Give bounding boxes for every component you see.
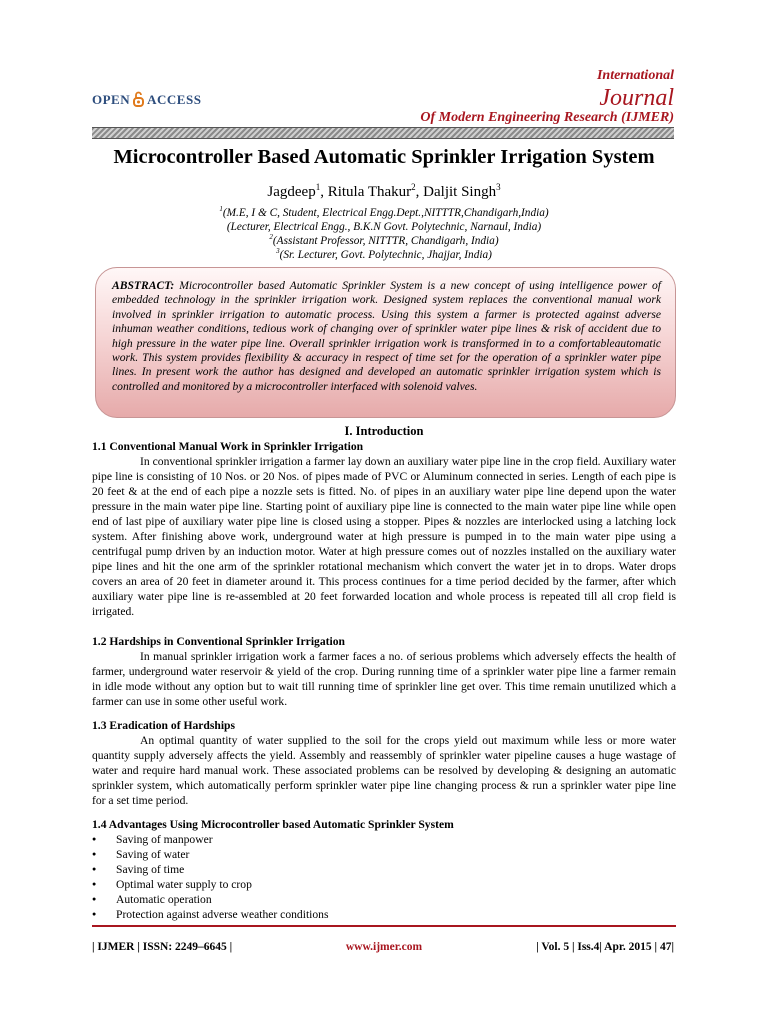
affiliation-line [0,205,768,219]
affiliation-line [0,247,768,261]
affiliation-line [0,233,768,247]
list-item: ● Automatic operation [92,892,676,907]
abstract-label: ABSTRACT: [112,279,175,292]
subsection-1-2 [92,634,676,709]
affiliation-line [0,219,768,233]
author-sup: 2 [411,182,416,192]
abstract-box [95,267,676,418]
affiliation-text: (Sr. Lecturer, Govt. Polytechnic, Jhajjar, India) [279,248,492,261]
logo-access-text: ACCESS [147,92,202,107]
paper-title: Microcontroller Based Automatic Sprinkler Irrigation System [113,146,655,168]
list-item: ● Saving of time [92,862,676,877]
subsection-1-3 [92,718,676,808]
journal-word: Journal [599,85,674,111]
affiliation-sup: 3 [276,247,280,255]
open-access-logo [92,91,201,111]
paragraph: An optimal quantity of water supplied to the soil for the crops yield out maximum while less or more water quantity supply adversely affects the yield. Assembly and reassembly of sprinkler water pipeline causes a huge wastage of water and require hard manual work. These associated problems can be resolved by developing & designing an automatic sprinkler system, which automatically perform sprinkler water pipe line changing process & run a sprinkler water pipe line for a set time period. [92,734,676,807]
open-lock-icon [133,91,144,111]
footer-divider [92,925,676,927]
abstract-text: Microcontroller based Automatic Sprinkler System is a new concept of using intelligence power of embedded technology in the sprinkler irrigation work. Designed system replaces the conventional manual work involved in sprinkler irrigation to automatic process. Using this system a farmer is protected against adverse inhuman weather conditions, tedious work of changing over of sprinkler water pipe lines & risk of accident due to high pressure in the water pipe line. Overall sprinkler irrigation work is transformed in to a comfortableautomatic work. This system provides flexibility & accuracy in respect of time set for the operation of a sprinkler water pipe lines. In present work the author has designed and developed an automatic sprinkler irrigation system which is controlled and monitored by a microcontroller interfaced with solenoid valves. [112,279,661,393]
subsection-title: 1.4 Advantages Using Microcontroller based Automatic Sprinkler System [92,818,454,831]
paragraph: In manual sprinkler irrigation work a farmer faces a no. of serious problems which adversely effects the health of farmer, underground water reservoir & yield of the crop. During running time of a sprinkler water pipe line a farmer remain in idle mode without any option but to wait till running time of sprinkler line get over. This time remain unutilized which a farmer can use in some other useful work. [92,650,676,708]
subsection-title: 1.3 Eradication of Hardships [92,719,236,732]
footer-volume-page: | Vol. 5 | Iss.4| Apr. 2015 | 47| [536,941,674,953]
author-list: Jagdeep$^1$, Ritula Thakur$^2$, Daljit Singh$^3$ [267,182,501,200]
subsection-title: 1.1 Conventional Manual Work in Sprinkler Irrigation [92,440,364,453]
header-divider [92,127,674,139]
paragraph: In conventional sprinkler irrigation a farmer lay down an auxiliary water pipe line in the crop field. Auxiliary water pipe line is consisting of 10 Nos. or 20 Nos. of pipes made of PVC or Aluminum connected in series. Length of each pipe is 20 feet & at the end of each pipe a nozzle sets is fitted. No. of pipes in an auxiliary water pipe line depend upon the water pressure in the main water pipe line. Starting point of auxiliary pipe line is connected to the main water pipe line while open end of last pipe of auxiliary water pipe line is closed using a stopper. Pipes & nozzles are interlocked using a latching lock system. After finishing above work, underground water at high pressure is pumped in to the main water pipe using a centrifugal pump driven by an induction motor. Water at high pressure comes out of nozzles installed on the auxiliary water pipe lines and hit the one arm of the sprinkler rotational mechanism which convert the water jet in to drops. Water drops covers an area of 20 feet in diameter around it. This process continues for a time period decided by the farmer, after which auxiliary water pipe line is re-assembled at 20 feet forwarded location and whole process is repeated till all crop field is irrigated. [92,455,676,618]
affiliation-text: (Assistant Professor, NITTTR, Chandigarh, India) [272,234,499,247]
subsection-title: 1.2 Hardships in Conventional Sprinkler Irrigation [92,635,345,648]
list-item: ● Optimal water supply to crop [92,877,676,892]
affiliation-text: (Lecturer, Electrical Engg., B.K.N Govt. Polytechnic, Narnaul, India) [226,220,542,233]
list-item: ● Saving of water [92,847,676,862]
author-sup: 3 [496,182,501,192]
footer-issn: | IJMER | ISSN: 2249–6645 | [92,941,233,953]
advantages-list [92,832,676,922]
journal-international: International [596,68,674,83]
affiliation-sup: 1 [219,205,223,213]
affiliation-text: (M.E, I & C, Student, Electrical Engg.Dept.,NITTTR,Chandigarh,India) [222,206,549,219]
subsection-1-4 [92,817,676,922]
affiliation-sup: 2 [269,233,273,241]
journal-name: Of Modern Engineering Research (IJMER) [420,110,674,125]
author-sup: 1 [315,182,321,192]
author-name: Jagdeep [267,184,316,200]
author-name: Daljit Singh [423,184,497,200]
author-name: Ritula Thakur [327,184,412,200]
footer-website-link[interactable]: www.ijmer.com [345,941,423,953]
logo-open-text: OPEN [92,92,131,107]
list-item: ● Saving of manpower [92,832,676,847]
section-heading: I. Introduction [344,424,424,438]
subsection-1-1 [92,439,676,619]
list-item: ● Protection against adverse weather conditions [92,907,676,922]
